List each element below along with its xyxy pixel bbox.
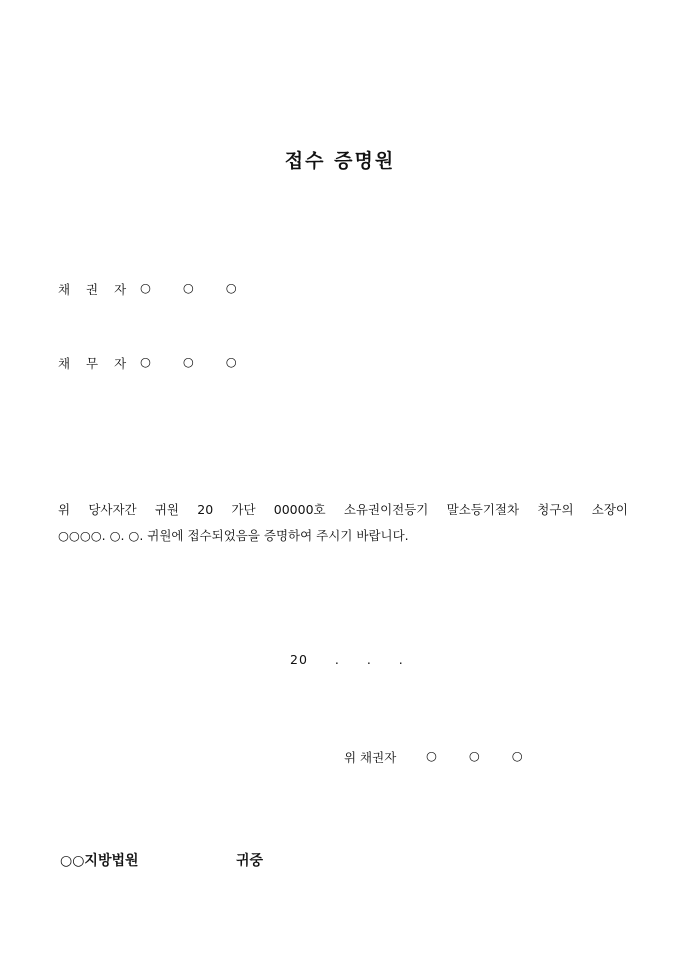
- date-line: 20 . . .: [290, 652, 404, 667]
- signer-label: 위 채권자: [344, 750, 397, 765]
- document-title: 접수 증명원: [284, 150, 396, 172]
- signer-name: ○ ○ ○: [426, 748, 537, 763]
- court-suffix: 귀중: [236, 853, 264, 869]
- debtor-label: 채 무 자: [58, 356, 133, 371]
- body-paragraph-line-1: 위 당사자간 귀원 20 가단 00000호 소유권이전등기 말소등기절차 청구의 소장이: [58, 502, 628, 517]
- creditor-label: 채 권 자: [58, 282, 133, 297]
- body-paragraph-line-2: ○○○○. ○. ○. 귀원에 접수되었음을 증명하여 주시기 바랍니다.: [58, 528, 409, 543]
- court-name: ○○지방법원: [60, 853, 139, 869]
- debtor-name: ○ ○ ○: [140, 354, 251, 369]
- creditor-name: ○ ○ ○: [140, 280, 251, 295]
